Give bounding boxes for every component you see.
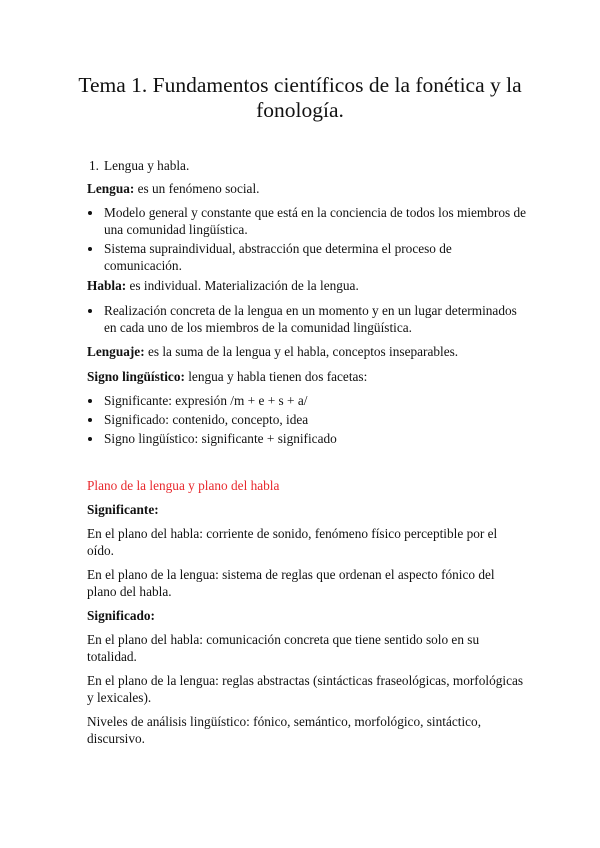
bullet-icon <box>88 399 92 403</box>
bullet-icon <box>88 418 92 422</box>
signo-term: Signo lingüístico: <box>87 369 185 384</box>
section-number: 1. <box>89 158 99 173</box>
signo-definition <box>87 368 527 385</box>
habla-term: Habla: <box>87 278 127 293</box>
section-heading: Lengua y habla. <box>104 158 190 173</box>
habla-definition <box>87 277 527 294</box>
plano-heading: Plano de la lengua y plano del habla <box>87 478 280 493</box>
list-item: Modelo general y constante que está en la conciencia de todos los miembros de una comunidad lingüística. <box>87 204 527 238</box>
significante-heading: Significante: <box>87 502 159 517</box>
habla-bullet-list <box>87 302 527 336</box>
lenguaje-term: Lenguaje: <box>87 344 145 359</box>
lengua-definition <box>87 180 527 197</box>
lengua-term: Lengua: <box>87 181 135 196</box>
significado-heading: Significado: <box>87 608 155 623</box>
list-item: Significante: expresión /m + e + s + a/ <box>87 392 527 409</box>
significado-lengua: En el plano de la lengua: reglas abstractas (sintácticas fraseológicas, morfológicas y lexicales). <box>87 673 524 705</box>
lenguaje-definition <box>87 343 527 360</box>
list-item: Significado: contenido, concepto, idea <box>87 411 527 428</box>
significante-lengua: En el plano de la lengua: sistema de reglas que ordenan el aspecto fónico del plano del habla. <box>87 567 495 599</box>
bullet-icon <box>88 211 92 215</box>
document-title: Tema 1. Fundamentos científicos de la fonética y la fonología. <box>78 73 522 122</box>
list-item: Signo lingüístico: significante + significado <box>87 430 527 447</box>
significado-habla: En el plano del habla: comunicación concreta que tiene sentido solo en su totalidad. <box>87 632 480 664</box>
bullet-icon <box>88 437 92 441</box>
niveles-analisis: Niveles de análisis lingüístico: fónico, semántico, morfológico, sintáctico, discursivo. <box>87 714 482 746</box>
habla-text: es individual. Materialización de la lengua. <box>126 278 359 293</box>
lengua-bullet-list <box>87 204 527 274</box>
list-item: Realización concreta de la lengua en un momento y en un lugar determinados en cada uno de los miembros de la comunidad lingüística. <box>87 302 527 336</box>
signo-bullet-list <box>87 392 527 447</box>
lenguaje-text: es la suma de la lengua y el habla, conceptos inseparables. <box>144 344 459 359</box>
significante-habla: En el plano del habla: corriente de sonido, fenómeno físico perceptible por el oído. <box>87 526 498 558</box>
bullet-icon <box>88 247 92 251</box>
lengua-text: es un fenómeno social. <box>134 181 260 196</box>
bullet-icon <box>88 309 92 313</box>
signo-text: lengua y habla tienen dos facetas: <box>184 369 368 384</box>
list-item: Sistema supraindividual, abstracción que determina el proceso de comunicación. <box>87 240 527 274</box>
